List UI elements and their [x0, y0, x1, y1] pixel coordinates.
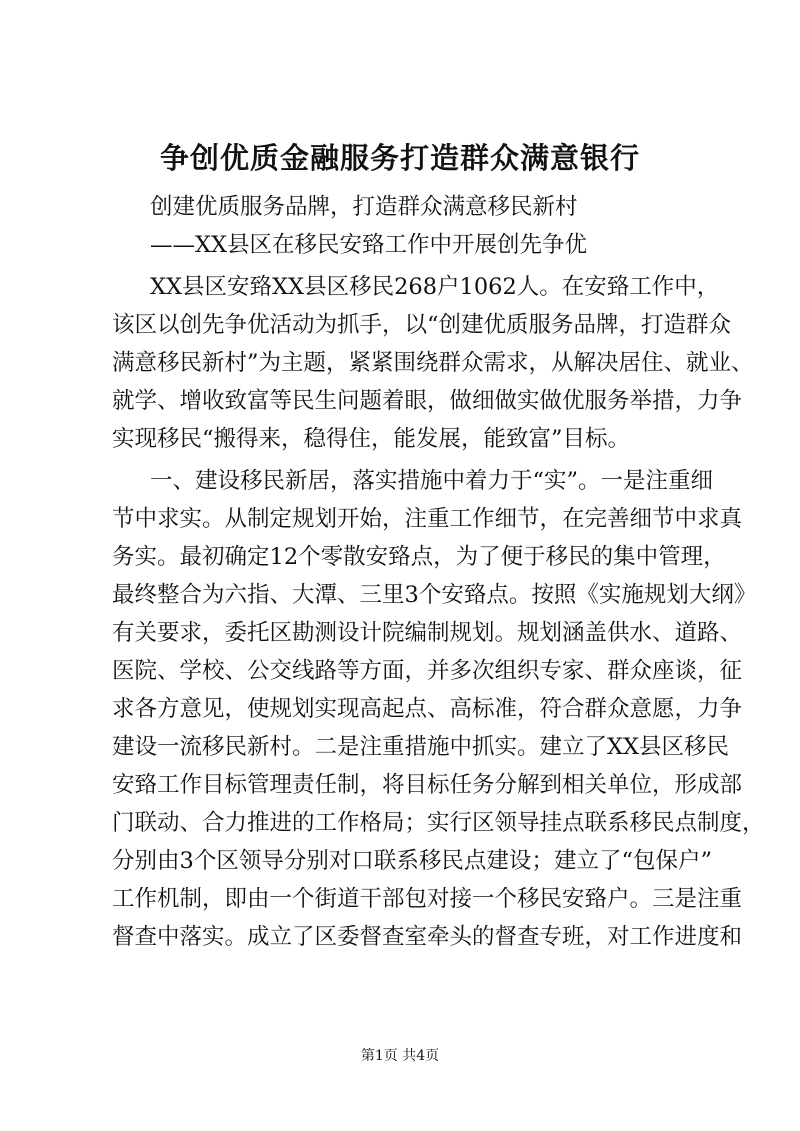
paragraph-line: 工作机制，即由一个街道干部包对接一个移民安臵户。三是注重	[112, 886, 743, 912]
paragraph-line: 满意移民新村”为主题，紧紧围绕群众需求，从解决居住、就业、	[112, 350, 754, 376]
paragraph-line: 节中求实。从制定规划开始，注重工作细节，在完善细节中求真	[112, 506, 743, 532]
paragraph-line: 有关要求，委托区勘测设计院编制规划。规划涵盖供水、道路、	[112, 620, 743, 646]
paragraph-line: 一、建设移民新居，落实措施中着力于“实”。一是注重细	[150, 468, 714, 494]
paragraph-line: XX县区安臵XX县区移民268户1062人。在安臵工作中，	[150, 274, 720, 300]
page-footer: 第1页 共4页	[360, 1048, 440, 1064]
paragraph-line: 安臵工作目标管理责任制，将目标任务分解到相关单位，形成部	[112, 772, 743, 798]
paragraph-line: 门联动、合力推进的工作格局；实行区领导挂点联系移民点制度，	[112, 810, 765, 836]
document-title: 争创优质金融服务打造群众满意银行	[159, 141, 640, 175]
paragraph-line: 医院、学校、公交线路等方面，并多次组织专家、群众座谈，征	[112, 658, 743, 684]
paragraph-line: 务实。最初确定12个零散安臵点，为了便于移民的集中管理，	[112, 544, 726, 570]
paragraph-line: 该区以创先争优活动为抓手，以“创建优质服务品牌，打造群众	[112, 312, 732, 338]
subtitle-line-2: ——XX县区在移民安臵工作中开展创先争优	[150, 232, 588, 258]
paragraph-line: 建设一流移民新村。二是注重措施中抓实。建立了XX县区移民	[112, 734, 730, 760]
paragraph-line: 求各方意见，使规划实现高起点、高标准，符合群众意愿，力争	[112, 696, 743, 722]
paragraph-line: 实现移民“搬得来，稳得住，能发展，能致富”目标。	[112, 426, 631, 452]
paragraph-line: 最终整合为六指、大潭、三里3个安臵点。按照《实施规划大纲》	[112, 582, 757, 608]
paragraph-line: 就学、增收致富等民生问题着眼，做细做实做优服务举措，力争	[112, 388, 743, 414]
subtitle-line-1: 创建优质服务品牌，打造群众满意移民新村	[150, 194, 578, 220]
paragraph-line: 督查中落实。成立了区委督查室牵头的督查专班，对工作进度和	[112, 924, 743, 950]
paragraph-line: 分别由3个区领导分别对口联系移民点建设；建立了“包保户”	[112, 848, 712, 874]
